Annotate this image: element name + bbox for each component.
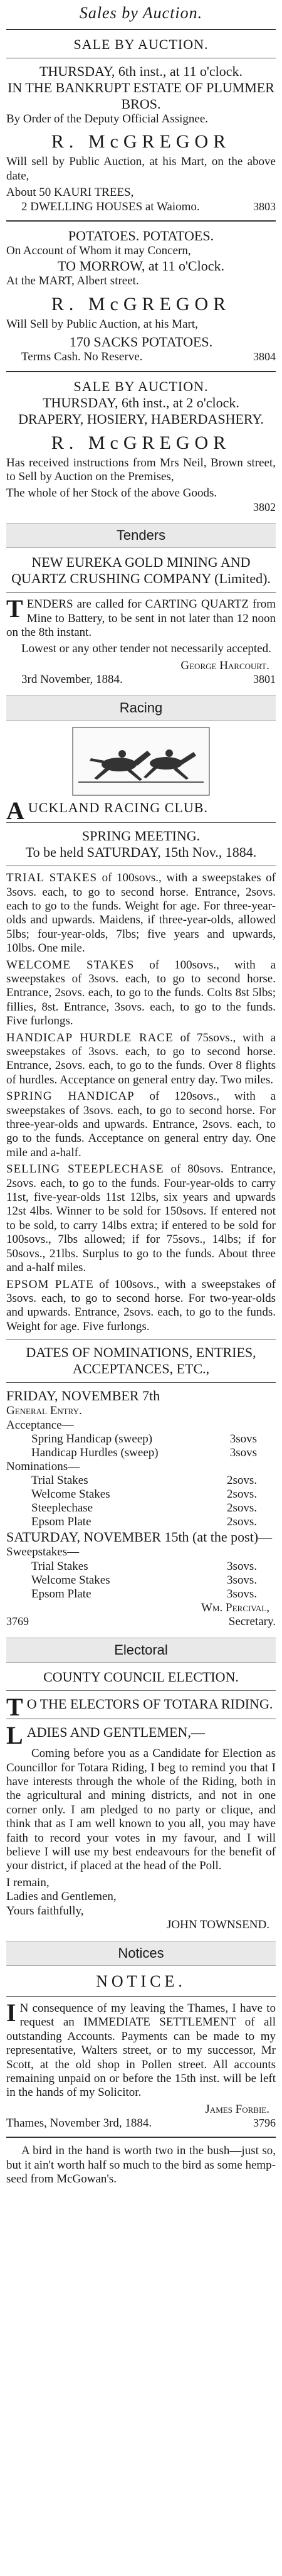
divider [6,822,276,823]
tender-ad [6,554,276,687]
ad-line: On Account of Whom it may Concern, [6,244,191,258]
fee-row [6,1587,276,1601]
tender-body: ENDERS are called for CARTING QUARTZ from Mine to Battery, to be sent in not later than 12 noon on the 8th instant. [6,598,276,639]
drop-cap: I [6,1999,16,2027]
ad-date: THURSDAY, 6th inst., at 11 o'clock. [39,63,243,79]
ad-item: 170 SACKS POTATOES. [69,334,213,350]
drop-cap: A [6,797,24,825]
auction-ad-drapery [6,378,276,514]
election-signer: JOHN TOWNSEND. [167,1918,269,1932]
ad-ref: 3796 [253,2116,276,2129]
ad-body: Will Sell by Public Auction, at his Mart, [6,317,198,331]
horse-racing-illustration [72,727,210,796]
auctioneer-name: R. McGREGOR [51,131,231,153]
closing: I remain, [6,1876,50,1889]
race-details: of 100sovs., with a sweepstakes of 3sovs. each, to go to second horse. Entrance, 2sovs. each, to go to the funds. Colts 8st 5lbs; fillies, 8st. Entrance, 3sovs. each, to go to the funds. Five furlongs. [6,958,276,1028]
election-body: Coming before you as a Candidate for Election as Councillor for Totara Riding, I beg to remind you that I have interests through the whole of the Riding, both in the agricultural and mining districts, and not in one corner only. I am pledged to no party or clique, and think that as I am well known to you all, you may have faith to record your votes in my favour, and I will believe I will use my best endeavours for the benefit of your district, if placed at the head of the Poll. [6,1747,276,1873]
fee-value: 2sovs. [226,1501,257,1515]
race-entry [6,871,276,955]
race-label: Trial Stakes [31,1474,88,1488]
masthead: Sales by Auction. [79,4,203,22]
fee-value: 3sovs. [226,1559,257,1573]
divider [6,220,276,222]
race-entry [6,1090,276,1160]
fee-value: 3sovs [229,1432,257,1446]
ad-line: TO MORROW, at 11 o'Clock. [58,258,224,274]
signer-title: Secretary. [228,1614,276,1628]
ad-ref: 3803 [253,200,276,213]
ad-line: At the MART, Albert street. [6,274,139,288]
race-details: of 75sovs., with a sweepstakes of 3sovs. each, to go to second horse. Entrance, 2sovs. each, to go to the funds. Over 8 flights of hurdles. Acceptance on general entry day. Two miles. [6,1031,276,1087]
auction-ad-potatoes [6,228,276,365]
acceptance-list [6,1432,276,1460]
closing: Yours faithfully, [6,1904,84,1918]
ad-terms: Terms Cash. No Reserve. [21,350,143,364]
race-entry [6,1031,276,1088]
race-entry [6,1162,276,1275]
notice-body: N consequence of my leaving the Thames, I have to request an IMMEDIATE SETTLEMENT of all outstanding Accounts. Payments can be made to my representative, Walters street, or to my successor, Mr Scott, at the old shop in Pollen street. All accounts remaining unpaid on or before the 15th inst. will be left in the hands of my Solicitor. [6,2002,276,2100]
notice-heading: NOTICE. [96,1972,186,1991]
section-header-tenders: Tenders [6,523,276,548]
race-label: Epsom Plate [31,1515,91,1529]
race-name: WELCOME STAKES [6,958,135,972]
fee-row [6,1560,276,1574]
fee-row [6,1501,276,1515]
drop-cap: T [6,1693,23,1722]
race-name: HANDICAP HURDLE RACE [6,1031,174,1044]
race-entry [6,1278,276,1334]
fee-value: 2sovs. [226,1488,257,1501]
race-label: Epsom Plate [31,1587,91,1601]
ad-date: THURSDAY, 6th inst., at 2 o'clock. [43,394,239,411]
general-entry: General Entry. [6,1404,82,1418]
nominations-label: Nominations— [6,1459,80,1473]
race-details: of 80sovs. Entrance, 2sovs. each, to go to the funds. Four-year-olds to carry 11st, five-year-olds 11st 12lbs, six years and upwards 12st 4lbs. Winner to be sold for 150sovs. If entered not to be sold, to carry 14lbs extra; if entered to be sold for 100sovs., 7lbs allowed; if for 75sovs., 14lbs; if for 50sovs., 21lbs. Surplus to go to the funds. About three and a-half miles. [6,1162,276,1275]
race-label: Welcome Stakes [31,1488,110,1501]
filler-paragraph: A bird in the hand is worth two in the bush—just so, but it ain't worth half so much to the bird as some hemp-seed from McGowan's. [6,2144,276,2186]
race-name: SELLING STEEPLECHASE [6,1162,164,1176]
notice-ad [6,1972,276,2130]
fee-value: 3sovs. [226,1587,257,1601]
divider [6,29,276,30]
ad-goods: DRAPERY, HOSIERY, HABERDASHERY. [18,411,264,427]
tender-date: 3rd November, 1884. [21,672,123,686]
fee-value: 2sovs. [226,1515,257,1529]
divider [6,1690,276,1691]
acceptance-label: Acceptance— [6,1418,74,1432]
fee-row [6,1515,276,1529]
divider [6,592,276,593]
ad-heading: SALE BY AUCTION. [73,378,209,394]
closing: Ladies and Gentlemen, [6,1890,117,1904]
race-list [6,871,276,1334]
race-label: Spring Handicap (sweep) [31,1432,153,1446]
race-details: of 100sovs., with a sweepstakes of 3sovs. each, to go to second horse. For two-year-olds and upwards. Entrance, 2sovs. each, to go to the funds. Weight for age. Five furlongs. [6,1277,276,1333]
race-name: SPRING HANDICAP [6,1090,135,1103]
fee-row [6,1574,276,1587]
salutation: ADIES AND GENTLEMEN,— [26,1724,205,1741]
tender-note: Lowest or any other tender not necessarily accepted. [21,642,271,656]
section-header-notices: Notices [6,1941,276,1966]
ad-heading: SALE BY AUCTION. [73,36,209,52]
auction-ad-plummer [6,36,276,214]
dates-heading: DATES OF NOMINATIONS, ENTRIES, ACCEPTANCES, ETC., [26,1344,256,1377]
ad-ref: 3804 [253,350,276,363]
section-header-electoral: Electoral [6,1638,276,1663]
election-address: O THE ELECTORS OF TOTARA RIDING. [26,1696,273,1712]
saturday-heading: SATURDAY, NOVEMBER 15th (at the post)— [6,1529,273,1545]
notice-place-date: Thames, November 3rd, 1884. [6,2116,152,2130]
drop-cap: T [6,594,23,623]
auctioneer-name: R. McGREGOR [51,293,231,314]
race-label: Trial Stakes [31,1559,88,1573]
fee-value: 2sovs. [226,1474,257,1488]
ad-estate: IN THE BANKRUPT ESTATE OF PLUMMER BROS. [8,80,274,112]
ad-ref: 3769 [6,1614,29,1628]
divider [6,2137,276,2138]
divider [6,1382,276,1383]
ad-heading: POTATOES. POTATOES. [68,228,214,244]
fee-value: 3sovs [229,1446,257,1459]
meeting-title: SPRING MEETING. [81,828,201,844]
ad-body: Has received instructions from Mrs Neil, Brown street, to Sell by Auction on the Premises, [6,456,276,484]
ad-order: By Order of the Deputy Official Assignee. [6,112,209,126]
notice-signer: James Forbie. [205,2102,269,2116]
race-name: TRIAL STAKES [6,871,98,885]
fee-value: 3sovs. [226,1573,257,1587]
newspaper-column [6,0,276,2187]
sweepstakes-list [6,1560,276,1601]
race-details: of 100sovs., with a sweepstakes of 3sovs. each, to go to second horse. Entrance, 2sovs. each to go to the funds. Weight for age. For three-year-olds and upwards. Maidens, if three-year-olds, allowed 5lbs; four-year-olds, 7lbs; five years and upwards, 10lbs. One mile. [6,871,276,955]
ad-item: About 50 KAURI TREES, [6,186,134,200]
ad-note: The whole of her Stock of the above Goods. [6,486,217,500]
divider [6,1996,276,1997]
race-label: Steeplechase [31,1501,93,1515]
tender-signer: George Harcourt. [180,658,269,672]
race-name: EPSOM PLATE [6,1277,94,1291]
race-label: Handicap Hurdles (sweep) [31,1446,159,1459]
section-header-racing: Racing [6,695,276,721]
racing-ad [6,727,276,1629]
club-name: UCKLAND RACING CLUB. [28,800,208,816]
friday-heading: FRIDAY, NOVEMBER 7th [6,1388,160,1404]
race-entry [6,958,276,1029]
fee-row [6,1432,276,1446]
election-heading: COUNTY COUNCIL ELECTION. [43,1669,239,1685]
ad-item: 2 DWELLING HOUSES at Waiomo. [21,200,200,213]
drop-cap: L [6,1721,23,1750]
race-details: of 120sovs., with a sweepstakes of 3sovs. each, to go to second horse. For three-year-olds and upwards. Entrance, 2sovs. each, to go to the funds. Acceptance on general entry day. One mile and a-half. [6,1090,276,1159]
racing-signer: Wm. Percival, [201,1601,269,1614]
nomination-list [6,1474,276,1529]
fee-row [6,1488,276,1501]
fee-row [6,1446,276,1460]
meeting-date: To be held SATURDAY, 15th Nov., 1884. [25,844,257,861]
divider [6,371,276,372]
auctioneer-name: R. McGREGOR [51,432,231,453]
ad-ref: 3802 [253,500,276,513]
fee-row [6,1474,276,1488]
company-name: NEW EUREKA GOLD MINING AND QUARTZ CRUSHING COMPANY (Limited). [11,554,271,587]
electoral-ad [6,1669,276,1932]
race-label: Welcome Stakes [31,1573,110,1587]
ad-body: Will sell by Public Auction, at his Mart, on the above date, [6,155,276,183]
sweepstakes-label: Sweepstakes— [6,1545,80,1559]
ad-ref: 3801 [253,672,276,685]
